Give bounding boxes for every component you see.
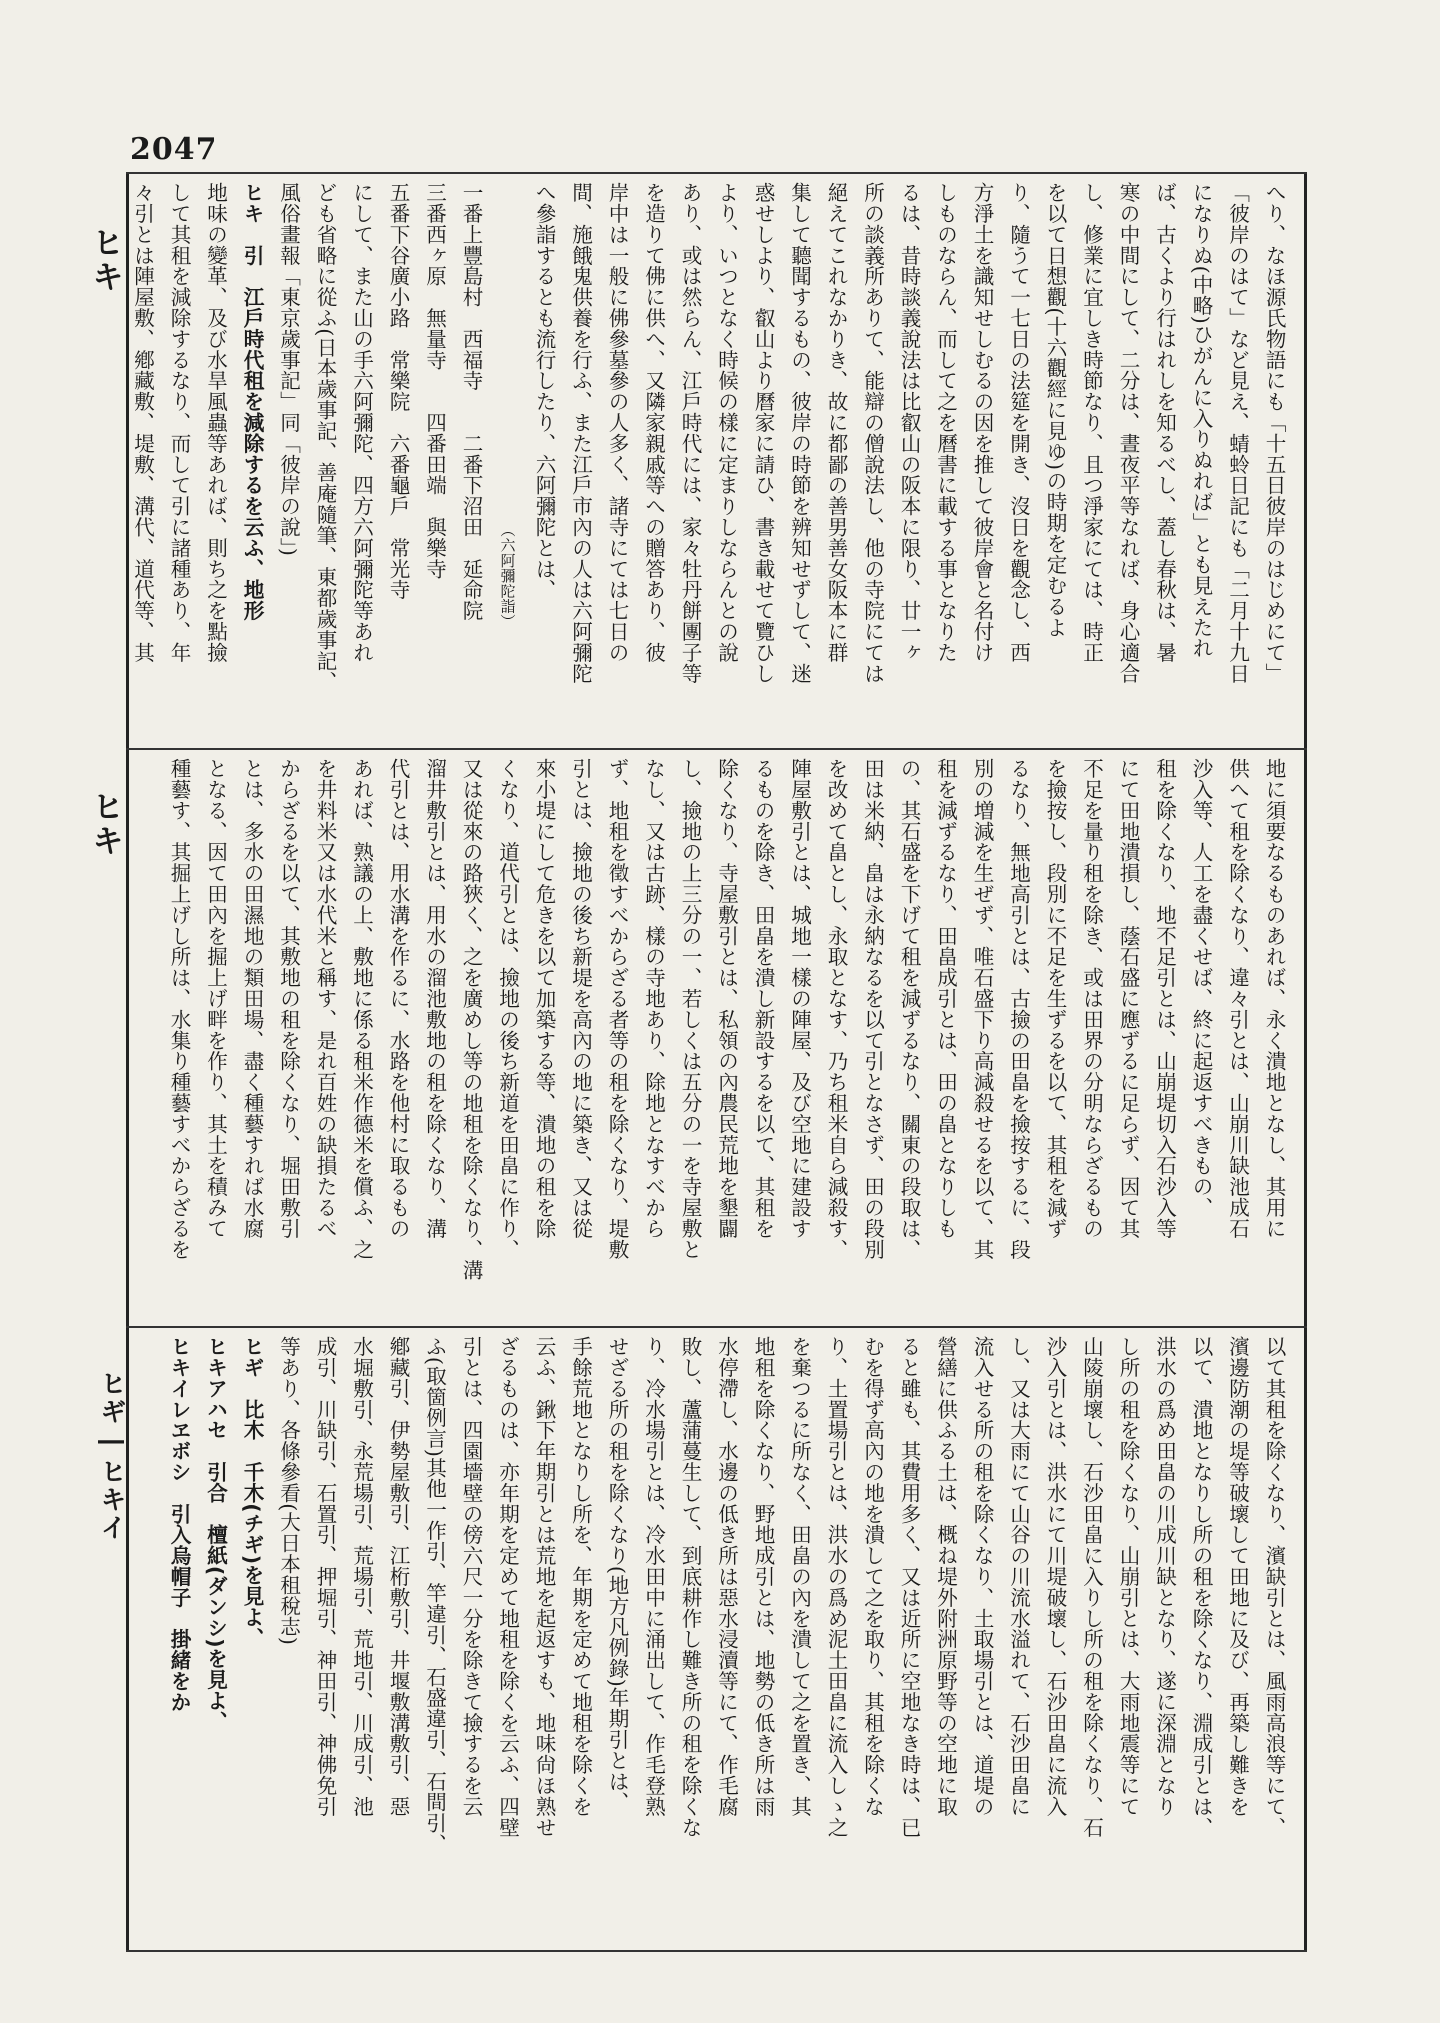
text-line: 以て、潰地となりし所の租を除くなり、淵成引とは、: [1189, 1336, 1213, 1838]
text-line: るは、昔時談義說法は比叡山の阪本に限り、廿一ヶ: [897, 182, 921, 663]
tier-divider-1: [126, 748, 1307, 750]
text-line: 惑せしより、叡山より曆家に請ひ、書き載せて覽ひし: [751, 182, 775, 684]
text-line: 水堀敷引、永荒場引、荒場引、荒地引、川成引、池: [349, 1336, 374, 1817]
text-line: ると雖も、其費用多く、又は近所に空地なき時は、已: [897, 1336, 921, 1838]
text-line: 代引とは、用水溝を作るに、水路を他村に取るもの: [386, 758, 410, 1239]
text-line: 間、施餓鬼供養を行ふ、また江戶市內の人は六阿彌陀: [568, 182, 593, 684]
text-line: 一番上豐島村 西福寺 二番下沼田 延命院: [459, 182, 483, 621]
text-line: 引とは、撿地の後ち新堤を高內の地に築き、又は從: [568, 758, 593, 1239]
text-line: 除くなり、寺屋敷引とは、私領の內農民荒地を墾闢: [714, 758, 739, 1239]
headword-middle: ヒキ: [87, 790, 125, 858]
text-line: 來小堤にして危きを以て加築する等、潰地の租を除: [532, 758, 556, 1239]
text-line: 水停滯し、水邊の低き所は惡水浸瀆等にて、作毛腐: [714, 1336, 739, 1817]
text-line: を井料米又は水代米と稱す、是れ百姓の缺損たるべ: [313, 758, 337, 1239]
tier-divider-top: [126, 172, 1307, 174]
text-line: 地租を除くなり、野地成引とは、地勢の低き所は雨: [751, 1336, 775, 1817]
text-line: 所の談義所ありて、能辯の僧說法し、他の寺院にては: [860, 182, 885, 684]
text-line: 洪水の爲め田畠の川成川缺となり、遂に深淵となり: [1152, 1336, 1177, 1817]
text-line: るものを除き、田畠を潰し新設するを以て、其租を: [751, 758, 775, 1239]
text-line: より、いつとなく時候の樣に定まりしならんとの說: [714, 182, 739, 663]
entry-heading: ヒキ 引 江戶時代租を減除するを云ふ、地形: [240, 182, 264, 621]
middle-tier-text: [140, 758, 1292, 1318]
headword-bottom: ヒギ―ヒキイ: [96, 1370, 126, 1542]
text-line: ば、古くより行はれしを知るべし、蓋し春秋は、暑: [1152, 182, 1177, 663]
text-line: 方淨土を識知せしむるの因を推して彼岸會と名付け: [970, 182, 994, 663]
tier-divider-2: [126, 1326, 1307, 1328]
text-line: 「彼岸のはて」など見え、蜻蛉日記にも「二月十九日: [1225, 182, 1250, 684]
text-line: 種藝す、其掘上げし所は、水集り種藝すべからざるを: [167, 758, 191, 1260]
text-line: を以て日想觀(十六觀經に見ゆ)の時期を定むるよ: [1043, 182, 1067, 638]
text-line: 以て其租を除くなり、濱缺引とは、風雨高浪等にて、: [1262, 1336, 1286, 1838]
text-line: なし、又は古跡、樣の寺地あり、除地となすべから: [641, 758, 666, 1239]
text-line: 田は米納、畠は永納なるを以て引となさず、田の段別: [860, 758, 885, 1260]
text-line: 敗し、蘆蒲蔓生して、到底耕作し難き所の租を除くな: [678, 1336, 702, 1838]
text-line: 寒の中間にして、二分は、晝夜平等なれば、身心適合: [1116, 182, 1140, 684]
text-line: へり、なほ源氏物語にも「十五日彼岸のはじめにて」: [1262, 182, 1286, 684]
text-line: あり、或は然らん、江戶時代には、家々牡丹餅團子等: [678, 182, 702, 684]
text-line: 々引とは陣屋敷、鄕藏敷、堤敷、溝代、道代等、其: [130, 182, 155, 663]
text-line: り、冷水場引とは、冷水田中に涌出して、作毛登熟: [641, 1336, 666, 1817]
text-line: 集して聽聞するもの、彼岸の時節を辨知せずして、迷: [787, 182, 812, 684]
text-line: 三番西ヶ原 無量寺 四番田端 與樂寺: [422, 182, 447, 580]
text-line: して其租を減除するなり、而して引に諸種あり、年: [167, 182, 191, 663]
text-line: し、修業に宜しき時節なり、且つ淨家にては、時正: [1079, 182, 1104, 663]
text-line: 山陵崩壞し、石沙田畠に入りし所の租を除くなり、石: [1079, 1336, 1104, 1838]
text-line: とは、多水の田濕地の類田場、盡く種藝すれば水腐: [240, 758, 264, 1239]
text-line: を改めて畠とし、永取となす、乃ち租米自ら減殺す、: [824, 758, 848, 1260]
text-line: 租を除くなり、地不足引とは、山崩堤切入石沙入等: [1152, 758, 1177, 1239]
headword-top: ヒキ: [87, 226, 125, 294]
text-line: を撿按し、段別に不足を生ずるを以て、其租を減ず: [1043, 758, 1067, 1239]
text-line: し、撿地の上三分の一、若しくは五分の一を寺屋敷と: [678, 758, 702, 1260]
text-line: し所の租を除くなり、山崩引とは、大雨地震等にて: [1116, 1336, 1140, 1817]
text-line: 手餘荒地となりし所を、年期を定めて地租を除くを: [568, 1336, 593, 1817]
text-line: へ參詣するとも流行したり、六阿彌陀とは、: [532, 182, 556, 600]
text-line: 地味の變革、及び水旱風蟲等あれば、則ち之を點撿: [203, 182, 228, 663]
text-line: にして、また山の手六阿彌陀、四方六阿彌陀等あれ: [349, 182, 374, 663]
text-line: しものならん、而して之を曆書に載する事となりた: [933, 182, 958, 663]
bottom-tier-text: [140, 1336, 1292, 1942]
text-line: 等あり、各條參看(大日本租稅志): [276, 1336, 301, 1646]
text-line: からざるを以て、其敷地の租を除くなり、堀田敷引: [276, 758, 301, 1239]
page-number: 2047: [130, 132, 218, 167]
text-line: 供へて租を除くなり、違々引とは、山崩川缺池成石: [1225, 758, 1250, 1239]
text-line: 五番下谷廣小路 常樂院 六番龜戶 常光寺: [386, 182, 410, 600]
text-line: 絕えてこれなかりき、故に都鄙の善男善女阪本に群: [824, 182, 848, 663]
text-line: り、隨うて一七日の法筵を開き、沒日を觀念し、西: [1006, 182, 1031, 663]
text-line: を造りて佛に供へ、又隣家親戚等への贈答あり、彼: [641, 182, 666, 663]
text-line: せざる所の租を除くなり(地方凡例錄)年期引とは、: [605, 1336, 629, 1813]
text-line: るなり、無地高引とは、古撿の田畠を撿按するに、段: [1006, 758, 1031, 1260]
text-line: 沙入等、人工を盡くせば、終に起返すべきもの、: [1189, 758, 1213, 1218]
text-line: 租を減ずるなり、田畠成引とは、田の畠となりしも: [933, 758, 958, 1239]
text-line: 營繕に供ふる土は、概ね堤外附洲原野等の空地に取: [933, 1336, 958, 1817]
text-line: ども省略に從ふ(日本歲事記、善庵隨筆、東都歲事記、: [313, 182, 337, 692]
text-line: になりぬ(中略)ひがんに入りぬれば」とも見えたれ: [1189, 182, 1213, 659]
entry-heading: ヒギ 比木 千木(チギ)を見よ、: [240, 1336, 264, 1649]
text-line: 鄕藏引、伊勢屋敷引、江桁敷引、井堰敷溝敷引、惡: [386, 1336, 410, 1817]
text-line: の、其石盛を下げて租を減ずるなり、關東の段取は、: [897, 758, 921, 1260]
top-tier-text: [130, 182, 1292, 740]
text-line: むを得ず高內の地を潰して之を取り、其租を除くな: [860, 1336, 885, 1817]
entry-heading: ヒキアハセ 引合 檀紙(ダンシ)を見よ、: [203, 1336, 228, 1732]
text-line: 濱邊防潮の堤等破壞して田地に及び、再築し難きを: [1225, 1336, 1250, 1817]
text-line: 溜井敷引とは、用水の溜池敷地の租を除くなり、溝: [422, 758, 447, 1239]
text-line: くなり、道代引とは、撿地の後ち新道を田畠に作り、: [495, 758, 520, 1260]
text-line: ざるものは、亦年期を定めて地租を除くを云ふ、四壁: [495, 1336, 520, 1838]
text-line: ず、地租を徵すべからざる者等の租を除くなり、堤敷: [605, 758, 629, 1260]
text-line: 成引、川缺引、石置引、押堀引、神田引、神佛免引: [313, 1336, 337, 1817]
text-line: ふ(取箇例言)其他一作引、竿違引、石盛違引、石間引、: [422, 1336, 447, 1855]
text-line: 別の増減を生ぜず、唯石盛下り高減殺せるを以て、其: [970, 758, 994, 1260]
tier-divider-bottom: [126, 1950, 1307, 1952]
text-line: 沙入引とは、洪水にて川堤破壞し、石沙田畠に流入: [1043, 1336, 1067, 1817]
text-line: 又は從來の路狹く、之を廣めし等の地租を除くなり、溝: [459, 758, 483, 1281]
text-line: を棄つるに所なく、田畠の內を潰して之を置き、其: [787, 1336, 812, 1817]
text-line: となる、因て田內を掘上げ畔を作り、其土を積みて: [203, 758, 228, 1239]
text-line: 地に須要なるものあれば、永く潰地となし、其用に: [1262, 758, 1286, 1239]
text-line: 引とは、四園墻壁の傍六尺一分を除きて撿するを云: [459, 1336, 483, 1817]
text-line: あれば、熟議の上、敷地に係る租米作德米を償ふ、之: [349, 758, 374, 1260]
text-line: 云ふ、鍬下年期引とは荒地を起返すも、地味尙ほ熟せ: [532, 1336, 556, 1838]
text-line: 岸中は一般に佛參墓參の人多く、諸寺にては七日の: [605, 182, 629, 663]
text-line: し、又は大雨にて山谷の川流水溢れて、石沙田畠に: [1006, 1336, 1031, 1817]
text-line: 陣屋敷引とは、城地一樣の陣屋、及び空地に建設す: [787, 758, 812, 1239]
text-line: 不足を量り租を除き、或は田界の分明ならざるもの: [1079, 758, 1104, 1239]
text-line: 流入せる所の租を除くなり、土取場引とは、道堤の: [970, 1336, 994, 1817]
text-line: り、土置場引とは、洪水の爲め泥土田畠に流入しゝ之: [824, 1336, 848, 1838]
entry-heading: ヒキイレヱボシ 引入烏帽子 掛緒をか: [167, 1336, 191, 1713]
text-line: 風俗畫報「東京歲事記」同「彼岸の說」): [276, 182, 301, 557]
figure-caption: （六阿彌陀詣）: [498, 522, 517, 630]
text-line: にて田地潰損し、蔭石盛に應ずるに足らず、因て其: [1116, 758, 1140, 1239]
